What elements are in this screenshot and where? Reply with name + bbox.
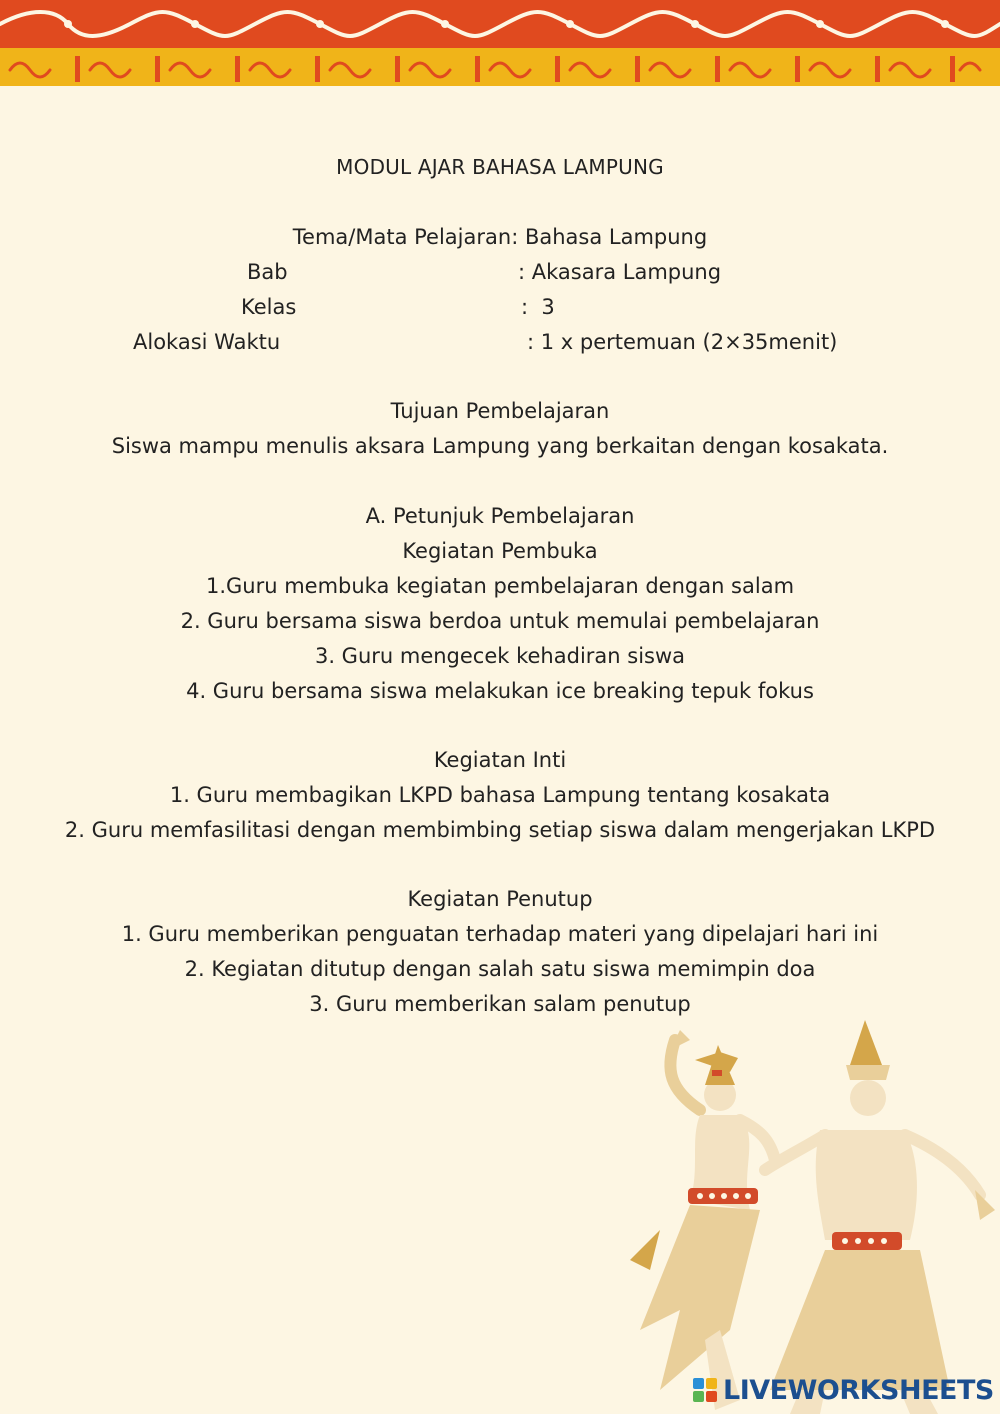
liveworksheets-logo-icon [693,1378,717,1402]
meta-bab-label: Bab [247,260,288,284]
liveworksheets-logo [693,1372,994,1408]
dancer-female [630,1030,775,1410]
dancer-male [765,1020,995,1414]
pembuka-item: 1.Guru membuka kegiatan pembelajaran dengan salam [205,574,795,598]
pembuka-item: 4. Guru bersama siswa melakukan ice breaking tepuk fokus [186,679,814,703]
meta-bab-value: : Akasara Lampung [518,260,722,284]
inti-item: 1. Guru membagikan LKPD bahasa Lampung tentang kosakata [169,783,831,807]
meta-theme: Tema/Mata Pelajaran: Bahasa Lampung [292,225,708,249]
penutup-heading: Kegiatan Penutup [407,887,593,911]
penutup-item: 1. Guru memberikan penguatan terhadap materi yang dipelajari hari ini [121,922,879,946]
penutup-item: 3. Guru memberikan salam penutup [309,992,691,1016]
pembuka-item: 3. Guru mengecek kehadiran siswa [314,644,686,668]
pembuka-heading: Kegiatan Pembuka [402,539,598,563]
penutup-item: 2. Kegiatan ditutup dengan salah satu siswa memimpin doa [184,957,816,981]
pembuka-item: 2. Guru bersama siswa berdoa untuk memulai pembelajaran [180,609,820,633]
liveworksheets-logo-text: LIVEWORKSHEETS [723,1374,994,1406]
meta-alokasi-label: Alokasi Waktu [133,330,281,354]
decorative-top-border [0,0,1000,86]
petunjuk-heading: A. Petunjuk Pembelajaran [365,504,635,528]
inti-item: 2. Guru memfasilitasi dengan membimbing setiap siswa dalam mengerjakan LKPD [64,818,936,842]
inti-heading: Kegiatan Inti [433,748,567,772]
tujuan-text: Siswa mampu menulis aksara Lampung yang berkaitan dengan kosakata. [111,434,889,458]
meta-kelas-label: Kelas [241,295,297,319]
lampung-dancers-illustration [620,1010,1000,1414]
document-title: MODUL AJAR BAHASA LAMPUNG [336,155,664,179]
tujuan-heading: Tujuan Pembelajaran [390,399,610,423]
meta-kelas-value: : 3 [521,295,555,319]
meta-alokasi-value: : 1 x pertemuan (2×35menit) [527,330,838,354]
